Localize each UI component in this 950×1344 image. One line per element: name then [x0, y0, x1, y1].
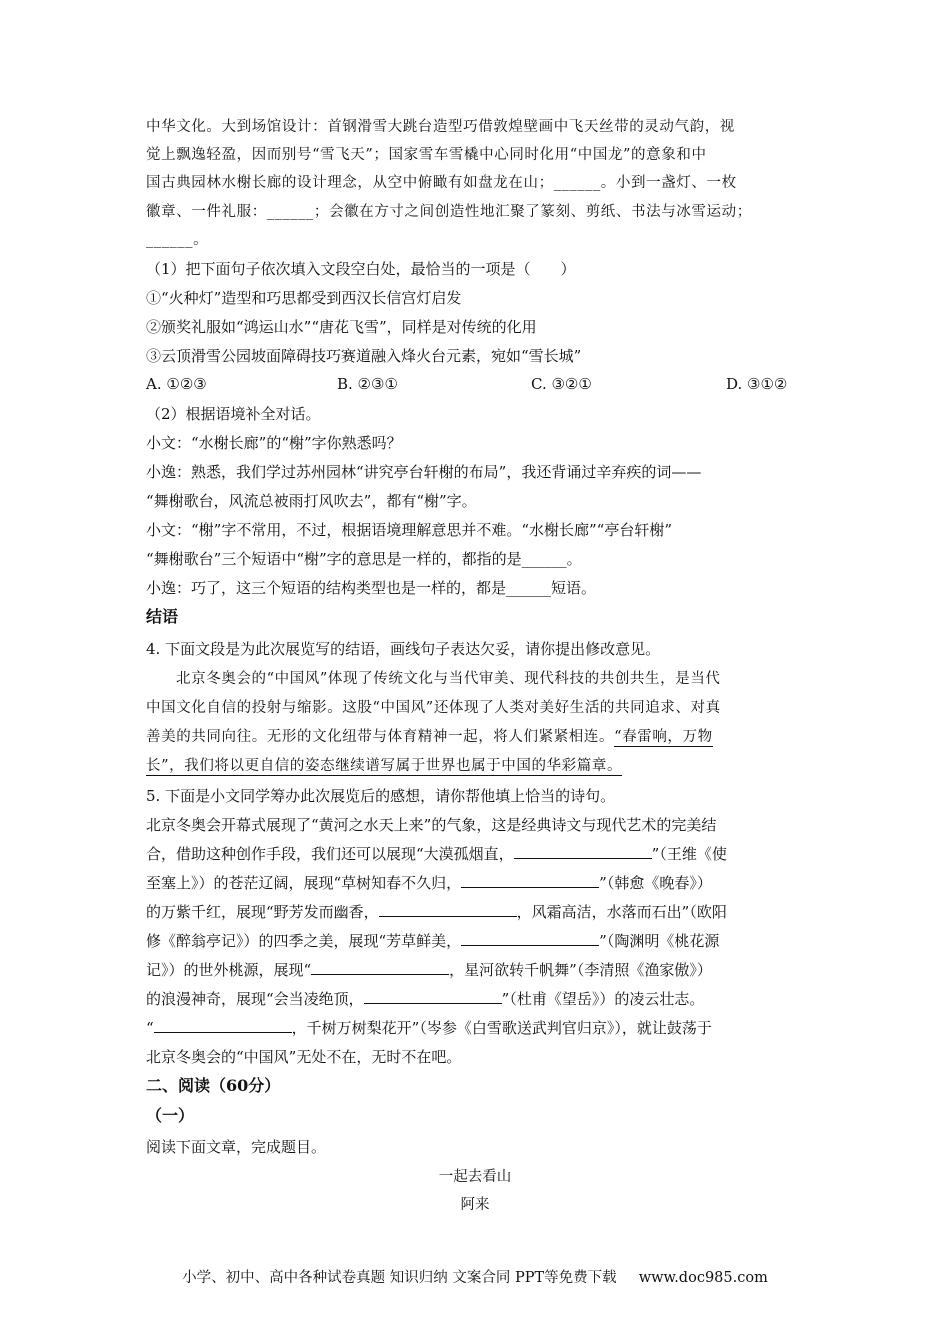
section-heading-reading: 二、阅读（60分） [146, 1076, 281, 1095]
q1-option-c: C. ③②① [531, 375, 592, 393]
article-title: 一起去看山 [438, 1169, 512, 1185]
q4-underlined-sentence-end: 长”，我们将以更自信的姿态继续谱写属于世界也属于中国的华彩篇章。 [146, 758, 623, 774]
q5-text: “ [146, 1019, 154, 1037]
q5-text: 至塞上》）的苍茫辽阔，展现“草树知春不久归， [146, 874, 462, 892]
passage-line-1: 中华文化。大到场馆设计：首钢滑雪大跳台造型巧借敦煌壁画中飞天丝带的灵动气韵，视 [146, 119, 735, 135]
answer-blank[interactable] [379, 902, 517, 917]
q4-underlined-sentence-start: “春雷响，万物 [614, 729, 713, 745]
q2-dialogue-5: “舞榭歌台”三个短语中“榭”字的意思是一样的，都指的是______。 [146, 550, 582, 568]
footer-url[interactable]: www.doc985.com [638, 1270, 768, 1286]
q5-line-7 [146, 989, 704, 1009]
q5-line-4 [146, 902, 727, 922]
q1-stem: （1）把下面句子依次填入文段空白处，最恰当的一项是（ ） [146, 260, 576, 278]
article-author: 阿来 [460, 1197, 490, 1213]
q5-text: ”（王维《使 [651, 845, 727, 863]
answer-blank[interactable] [461, 931, 599, 946]
passage-line-5: ______。 [146, 232, 209, 248]
q1-option-d: D. ③①② [726, 375, 788, 393]
q4-paragraph-line-1: 北京冬奥会的“中国风”体现了传统文化与当代审美、现代科技的共创共生，是当代 [176, 671, 721, 687]
reading-instruction: 阅读下面文章，完成题目。 [146, 1138, 327, 1156]
footer-text: 小学、初中、高中各种试卷真题 知识归纳 文案合同 PPT等免费下载 [182, 1270, 617, 1286]
q5-line-6 [146, 960, 712, 980]
q1-option-a: A. ①②③ [146, 375, 207, 393]
q1-sentence-3: ③云顶滑雪公园坡面障碍技巧赛道融入烽火台元素，宛如“雪长城” [146, 347, 582, 365]
page-footer [0, 1268, 950, 1288]
q2-dialogue-1: 小文：“水榭长廊”的“榭”字你熟悉吗？ [146, 434, 402, 452]
q5-text: ，千树万树梨花开”（岑参《白雪歌送武判官归京》），就让鼓荡于 [291, 1019, 712, 1037]
q5-line-2 [146, 844, 727, 864]
q2-dialogue-2: 小逸：熟悉，我们学过苏州园林“讲究亭台轩榭的布局”，我还背诵过辛弃疾的词—— [146, 463, 702, 481]
q5-line-8 [146, 1018, 712, 1038]
q2-dialogue-4: 小文：“榭”字不常用，不过，根据语境理解意思并不难。“水榭长廊”“亭台轩榭” [146, 521, 673, 539]
answer-blank[interactable] [514, 844, 652, 859]
q5-line-1: 北京冬奥会开幕式展现了“黄河之水天上来”的气象，这是经典诗文与现代艺术的完美结 [146, 816, 717, 834]
q5-text: 的浪漫神奇，展现“会当凌绝顶， [146, 990, 364, 1008]
passage-line-3: 国古典园林水榭长廊的设计理念，从空中俯瞰有如盘龙在山；______。小到一盏灯、一枚 [146, 175, 737, 191]
q4-stem: 4. 下面文段是为此次展览写的结语，画线句子表达欠妥，请你提出修改意见。 [146, 640, 661, 658]
answer-blank[interactable] [154, 1018, 292, 1033]
q5-text: 记》）的世外桃源，展现“ [146, 961, 312, 979]
q5-line-3 [146, 873, 712, 893]
q4-plain-text: 善美的共同向往。无形的文化纽带与体育精神一起，将人们紧紧相连。 [146, 729, 615, 745]
q5-text: ”（杜甫《望岳》）的凌云壮志。 [501, 990, 705, 1008]
q5-line-9: 北京冬奥会的“中国风”无处不在，无时不在吧。 [146, 1048, 462, 1066]
q5-text: ”（陶渊明《桃花源 [599, 932, 720, 950]
q2-stem: （2）根据语境补全对话。 [146, 405, 321, 423]
q1-sentence-1: ①“火种灯”造型和巧思都受到西汉长信宫灯启发 [146, 289, 462, 307]
q4-paragraph-line-3 [146, 727, 713, 747]
q5-text: 合，借助这种创作手段，我们还可以展现“大漠孤烟直， [146, 845, 514, 863]
q5-line-5 [146, 931, 719, 951]
q1-sentence-2: ②颁奖礼服如“鸿运山水”“唐花飞雪”，同样是对传统的化用 [146, 318, 537, 336]
q5-text: 修《醉翁亭记》）的四季之美，展现“芳草鲜美， [146, 932, 462, 950]
q2-dialogue-6: 小逸：巧了，这三个短语的结构类型也是一样的，都是______短语。 [146, 579, 597, 597]
answer-blank[interactable] [461, 873, 599, 888]
reading-part-label: （一） [146, 1106, 195, 1125]
passage-line-2: 觉上飘逸轻盈，因而别号“雪飞天”；国家雪车雪橇中心同时化用“中国龙”的意象和中 [146, 147, 707, 163]
q5-text: ，星河欲转千帆舞”（李清照《渔家傲》） [449, 961, 712, 979]
q5-text: ”（韩愈《晚春》） [599, 874, 712, 892]
section-heading-conclusion: 结语 [146, 607, 179, 626]
q2-dialogue-3: “舞榭歌台，风流总被雨打风吹去”，都有“榭”字。 [146, 492, 477, 510]
answer-blank[interactable] [364, 989, 502, 1004]
q5-text: 的万紫千红，展现“野芳发而幽香， [146, 903, 379, 921]
q4-paragraph-line-2: 中国文化自信的投射与缩影。这股“中国风”还体现了人类对美好生活的共同追求、对真 [146, 700, 721, 716]
q1-option-b: B. ②③① [337, 375, 398, 393]
passage-line-4: 徽章、一件礼服：______；会徽在方寸之间创造性地汇聚了篆刻、剪纸、书法与冰雪运动； [146, 204, 752, 220]
q4-paragraph-line-4 [146, 756, 622, 776]
q5-stem: 5. 下面是小文同学筹办此次展览后的感想，请你帮他填上恰当的诗句。 [146, 787, 616, 805]
q5-text: ，风霜高洁，水落而石出”（欧阳 [516, 903, 727, 921]
answer-blank[interactable] [311, 960, 449, 975]
